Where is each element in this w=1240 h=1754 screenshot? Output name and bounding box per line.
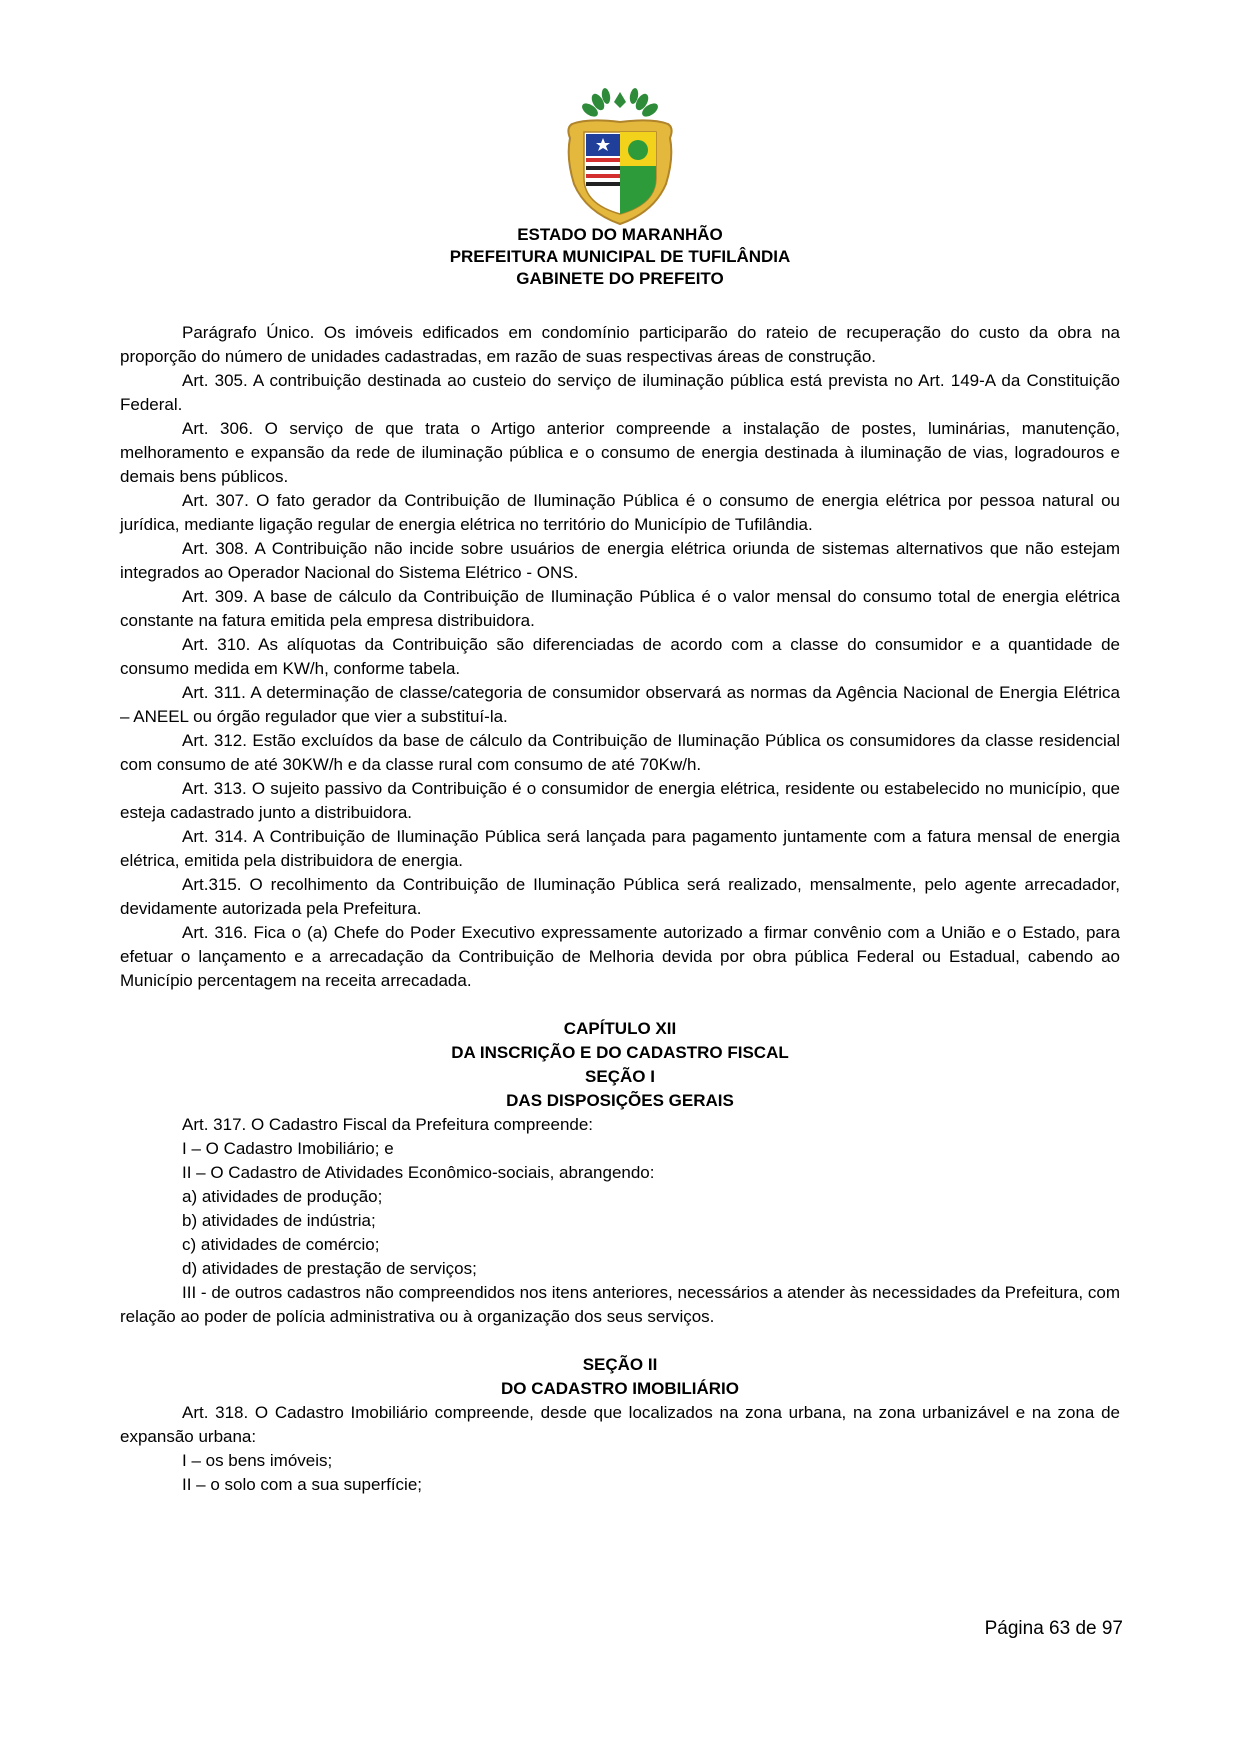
- article-318-item-ii: II – o solo com a sua superfície;: [182, 1475, 423, 1494]
- article-316: Art. 316. Fica o (a) Chefe do Poder Executivo expressamente autorizado a firmar convênio com a União e o Estado, para efetuar o lançamento e a arrecadação da Contribuição de Melhoria devida por obra pública Federal ou Estadual, cabendo ao Município percentagem na receita arrecadada.: [120, 923, 1120, 990]
- section-ii-subtitle: DO CADASTRO IMOBILIÁRIO: [501, 1379, 739, 1398]
- article-311: Art. 311. A determinação de classe/categoria de consumidor observará as normas da Agência Nacional de Energia Elétrica – ANEEL ou órgão regulador que vier a substituí-la.: [120, 683, 1120, 726]
- article-317-item-c: c) atividades de comércio;: [182, 1235, 380, 1254]
- coat-of-arms-emblem: [562, 88, 678, 228]
- spacer: [120, 1329, 1120, 1353]
- page-number: Página 63 de 97: [984, 1618, 1123, 1639]
- office-name: GABINETE DO PREFEITO: [516, 269, 724, 288]
- article-312: Art. 312. Estão excluídos da base de cálculo da Contribuição de Iluminação Pública os consumidores da classe residencial com consumo de até 30KW/h e da classe rural com consumo de até 70Kw/h.: [120, 731, 1120, 774]
- article-317-item-b: b) atividades de indústria;: [182, 1211, 376, 1230]
- article-317-item-iii: III - de outros cadastros não compreendidos nos itens anteriores, necessários a atender às necessidades da Prefeitura, com relação ao poder de polícia administrativa ou à organização dos seus serviços.: [120, 1283, 1120, 1326]
- article-306: Art. 306. O serviço de que trata o Artigo anterior compreende a instalação de postes, luminárias, manutenção, melhoramento e expansão da rede de iluminação pública e o consumo de energia destinada à iluminação de vias, logradouros e demais bens públicos.: [120, 419, 1120, 486]
- article-317-item-d: d) atividades de prestação de serviços;: [182, 1259, 477, 1278]
- article-314: Art. 314. A Contribuição de Iluminação Pública será lançada para pagamento juntamente com a fatura mensal de energia elétrica, emitida pela distribuidora de energia.: [120, 827, 1120, 870]
- section-ii-title: SEÇÃO II: [582, 1355, 658, 1374]
- section-subtitle: DAS DISPOSIÇÕES GERAIS: [506, 1091, 734, 1110]
- section-title: SEÇÃO I: [585, 1067, 655, 1086]
- article-315: Art.315. O recolhimento da Contribuição de Iluminação Pública será realizado, mensalmente, pelo agente arrecadador, devidamente autorizada pela Prefeitura.: [120, 875, 1120, 918]
- municipality-name: PREFEITURA MUNICIPAL DE TUFILÂNDIA: [449, 247, 791, 266]
- article-317-item-i: I – O Cadastro Imobiliário; e: [182, 1139, 394, 1158]
- article-317-item-a: a) atividades de produção;: [182, 1187, 383, 1206]
- article-318: Art. 318. O Cadastro Imobiliário compreende, desde que localizados na zona urbana, na zona urbanizável e na zona de expansão urbana:: [120, 1403, 1120, 1446]
- chapter-title: CAPÍTULO XII: [563, 1019, 677, 1038]
- article-317: Art. 317. O Cadastro Fiscal da Prefeitura compreende:: [182, 1115, 594, 1134]
- spacer: [120, 993, 1120, 1017]
- state-name: ESTADO DO MARANHÃO: [517, 225, 723, 244]
- article-318-item-i: I – os bens imóveis;: [182, 1451, 333, 1470]
- article-305: Art. 305. A contribuição destinada ao custeio do serviço de iluminação pública está prevista no Art. 149-A da Constituição Federal.: [120, 371, 1120, 414]
- article-310: Art. 310. As alíquotas da Contribuição são diferenciadas de acordo com a classe do consumidor e a quantidade de consumo medida em KW/h, conforme tabela.: [120, 635, 1120, 678]
- article-308: Art. 308. A Contribuição não incide sobre usuários de energia elétrica oriunda de sistemas alternativos que não estejam integrados ao Operador Nacional do Sistema Elétrico - ONS.: [120, 539, 1120, 582]
- paragrafo-unico: Parágrafo Único. Os imóveis edificados em condomínio participarão do rateio de recuperação do custo da obra na proporção do número de unidades cadastradas, em razão de suas respectivas áreas de construção.: [120, 323, 1120, 366]
- article-313: Art. 313. O sujeito passivo da Contribuição é o consumidor de energia elétrica, residente ou estabelecido no município, que esteja cadastrado junto a distribuidora.: [120, 779, 1120, 822]
- chapter-subtitle: DA INSCRIÇÃO E DO CADASTRO FISCAL: [451, 1043, 789, 1062]
- article-307: Art. 307. O fato gerador da Contribuição de Iluminação Pública é o consumo de energia elétrica por pessoa natural ou jurídica, mediante ligação regular de energia elétrica no território do Município de Tufilândia.: [120, 491, 1120, 534]
- article-309: Art. 309. A base de cálculo da Contribuição de Iluminação Pública é o valor mensal do consumo total de energia elétrica constante na fatura emitida pela empresa distribuidora.: [120, 587, 1120, 630]
- letterhead: [120, 224, 1120, 290]
- document-body: [120, 321, 1120, 1497]
- article-317-item-ii: II – O Cadastro de Atividades Econômico-sociais, abrangendo:: [182, 1163, 655, 1182]
